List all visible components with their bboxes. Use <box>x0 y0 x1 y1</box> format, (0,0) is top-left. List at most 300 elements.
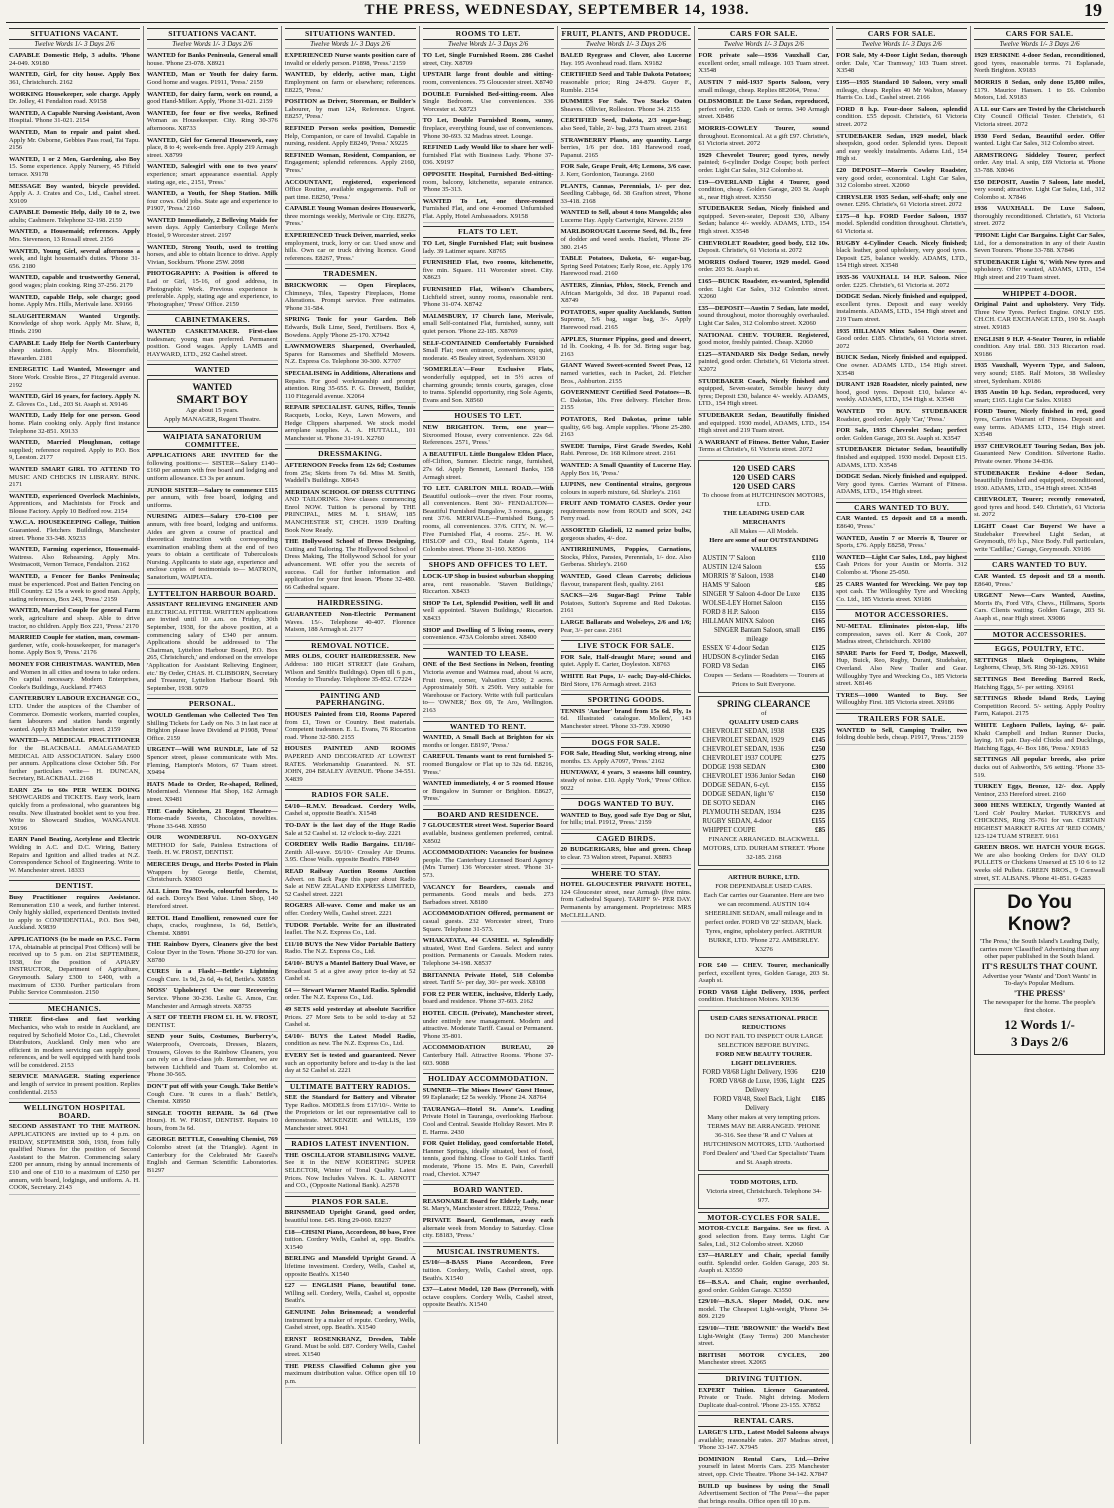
car-name: FORD V8/68 Light Delivery, 1936 <box>702 1068 797 1077</box>
car-name: WOLSE-LEY Hornet Saloon <box>702 599 782 608</box>
classified-ad: £165—BUICK Roadster, ex-wanted, Splendid order. Light Car Sales, 312 Colombo street. X2060 <box>698 277 829 304</box>
car-price: £135 <box>812 590 826 599</box>
classified-ad: WANTED, Married Ploughman, cottage supplied; reference required. Apply to P.O. Box 9, Leeston. 2177 <box>9 438 140 465</box>
section-heading: MUSICAL INSTRUMENTS. <box>423 1246 554 1258</box>
price-row <box>702 1095 825 1113</box>
classified-ad: BRICKWORK — Open Fireplaces, Chimneys, Tiles, Tapestry Fireplaces, Home Alterations. Prompt service. Free estimates. 'Phone 31-584. <box>285 281 416 315</box>
section-heading: HOLIDAY ACCOMMODATION. <box>423 1073 554 1085</box>
car-name: DODGE SEDAN, 6-cyl. <box>702 781 769 790</box>
section-heading: MECHANICS. <box>9 1003 140 1015</box>
ad-line: Each Car carries our Guarantee. Here are two we can recommend. AUSTIN 10/4 SHEERLINE SEDAN, small mileage and in perfect order. FORD V8 '22' SEDAN, black. Tyres, engine, upholstery perfect. ARTHUR BURKE, LTD. 'Phone 272. AMBERLEY. X3276 <box>702 891 825 954</box>
classified-ad: SERVICE MANAGER. Stating experience and length of service in present position. Replies confidential. 2153 <box>9 1072 140 1099</box>
rate-line: Twelve Words 1/- 3 Days 2/6 <box>698 41 829 50</box>
section <box>698 1373 829 1412</box>
classified-ad: GUARANTEED Non-Electric Permanent Waves. 15/-. Telephone 40-407. Florence Maison, 188 Armagh st. 2177 <box>285 610 416 637</box>
section-heading: HOUSES TO LET. <box>423 410 554 422</box>
section-heading: MOTOR-CYCLES FOR SALE. <box>698 1212 829 1224</box>
classified-ad: CANTERBURY LABOUR EXCHANGE CO., LTD. Under the auspices of the Chamber of Commerce. Domestic workers, married couples, farm labourers and station hands urgently wanted. Apply 83 Manchester street. 2159 <box>9 694 140 736</box>
classified-ad: 1935 Austin 10 h.p. Sedan, reproduced, very smart; £165. Light Car Sales. X9183 <box>974 388 1105 407</box>
classified-ad: £18—CHSINI Piano, Accordeon, 80 bass, Free tuition. Cordery Wells, Cashel st, opp. Beath's. X1540 <box>285 1228 416 1255</box>
car-name: FORD V8/48, Steel Back, Light Delivery <box>702 1095 811 1113</box>
section-heading: MOTOR ACCESSORIES. <box>836 609 967 621</box>
classified-ad: APPLICATIONS ARE INVITED for the following positions:— SISTER—Salary £140–£160 per annum with free board and lodging and uniform allowance. £3 3s per annum. <box>147 451 278 485</box>
car-price: £165 <box>812 799 826 808</box>
classified-ad: 1935-36 VAUXHALL 14 H.P. Saloon. Nice order. £225. Christie's, 61 Victoria st. 2072 <box>836 273 967 292</box>
section <box>423 410 554 556</box>
classified-ad: CAR Wanted. £5 deposit and £8 a month. E8640, 'Press.' <box>836 514 967 533</box>
section-heading: WHERE TO STAY. <box>561 868 692 880</box>
classified-ad: SPECIALISING in Additions, Alterations and Repairs. For good workmanship and prompt attention. Ring 35-655. F. G. Drewett, Builder, 110 Fitzgerald avenue. X2064 <box>285 369 416 403</box>
section <box>423 648 554 718</box>
section <box>9 880 140 999</box>
classified-ad: FORD 8 h.p. Four-door Saloon, splendid condition. £55 deposit. Christie's, 61 Victoria street. 2072 <box>836 105 967 132</box>
classified-ad: POTATOES, super quality Aucklands, Sutton Supreme, 5/6 bag, sugar bag, 3/-. Apply Harewood road. 2165 <box>561 308 692 335</box>
section <box>285 597 416 636</box>
classified-ad: WANTED—Light Car Sales, Ltd., pay highest Cash Prices for your Austin or Morris. 312 Colombo st. 'Phone 25-050. <box>836 553 967 580</box>
classified-ad: STUDEBAKER Sedan, Beautifully finished and equipped. 1930 model, ADAMS, LTD., 154 High street and 219 Tuam street. <box>698 411 829 438</box>
car-price: £165 <box>812 662 826 671</box>
car-price: £150 <box>812 790 826 799</box>
classified-ad: NEW BRIGHTON. Term, one year—Sixroomed House, every convenience. 22s 6d. References. 2571, 'Press.' <box>423 423 554 450</box>
classified-ad: 1929 Chevrolet Tourer; good tyres, newly painted; 6-cylinder Dodge Coupe; both perfect order. Light Car Sales, 312 Colombo st. <box>698 151 829 178</box>
section <box>974 559 1105 625</box>
classified-ad: 1937 CHEVROLET Touring Sedan, Box job. Guaranteed New Condition. Silvertone Radio. Private owner. 'Phone 34-836. <box>974 442 1105 469</box>
classified-column <box>282 26 420 1444</box>
rate-line: Twelve Words 1/- 3 Days 2/6 <box>285 41 416 50</box>
car-name: FORD V8/68 de Luxe, 1936, Light Delivery <box>702 1077 811 1095</box>
classified-ad: STUDEBAKER Sedan, Nicely finished and equipped. Seven-seater, Deposit £30, Albany Sedan; balance 4/- weekly. ADAMS, LTD., 154 High street. X3548 <box>698 204 829 238</box>
section-heading: FRUIT, PLANTS, AND PRODUCE. <box>561 28 692 40</box>
promo-text: IT'S RESULTS THAT COUNT. <box>978 963 1101 971</box>
car-price: £110 <box>812 554 825 563</box>
classified-ad: BUICK Sedan, Nicely finished and equipped. One owner. ADAMS LTD., 154 High street. X3548 <box>836 353 967 380</box>
classified-ad: ASSORTED Gladioli, 12 named prize bulbs, gorgeous shades, 4/- doz. <box>561 526 692 545</box>
classified-ad: CAPABLE Young Woman desires Housework, three mornings weekly, Merivale or City. E8276, 'Press.' <box>285 204 416 231</box>
classified-ad: CHRYSLER 1935 Sedan, self-shaft; only one owner. £295. Christie's, 61 Victoria street. 2072 <box>836 193 967 212</box>
price-row <box>702 727 825 736</box>
classified-ad: LOCK-UP Shop in busiest suburban shopping area, rent reasonable. 'Staven Buildings,' Riccarton. X8433 <box>423 572 554 599</box>
promo-rate: 3 Days 2/6 <box>978 1034 1101 1049</box>
classified-ad: URGENT—Will WM RUNDLE, late of 52 Spencer street, please communicate with Mrs. Fleming, Hampton's Motors, 67 Tuam street. X9494 <box>147 745 278 779</box>
classified-ad: BUILD up business by using the Small Advertisement Section of 'The Press'—the paper that brings results. Office open till 10 p.m. <box>698 1482 829 1508</box>
price-row <box>702 599 825 608</box>
car-price: £165 <box>812 653 826 662</box>
classified-column <box>971 26 1108 1444</box>
section <box>285 1196 416 1388</box>
classified-ad: THE OSCILLATOR STABILISING VALVE. See it in the NEW KOERTING SUPER SELECTOR, Winter of Tonal Quality. Latest Prices. Now Includes Valves. K. L. ARNOTT and CO., (Opposite National Bank). A2578 <box>285 1151 416 1193</box>
classified-ad: OLDSMOBILE De Luxe Sedan, reproduced, perfect order, £320. Cash or terms. 340 Armagh street. X8486 <box>698 97 829 124</box>
section-heading: CABINETMAKERS. <box>147 314 278 326</box>
classified-ad: WANTED, Girl for General Housework, easy place, 8 to 4; week-ends free. Apply 219 Armagh street. X8799 <box>147 136 278 163</box>
classified-ad: MORRIS-COWLEY Tourer, sound throughout. Economical. At a gift £97. Christie's, 61 Victoria street. 2072 <box>698 124 829 151</box>
ad-line: Coupes — Sedans — Roadsters — Tourers at Prices to Suit Everyone. <box>702 671 825 689</box>
classified-ad: Busy Practitioner requires Assistance. Remuneration £10 a week, and further interest. Only highly skilled, experienced Dentists invited to apply to CONFIDENTIAL, P.O. Box 940, Auckland. X9839 <box>9 893 140 935</box>
classified-ad: 1930 Ford Sedan, Beautiful order. Offer wanted. Light Car Sales, 312 Colombo street. <box>974 132 1105 151</box>
car-price: £145 <box>812 736 826 745</box>
classified-ad: DURANT 1928 Roadster, nicely painted, new hood, good tyres. Deposit £10, balance 4/- weekly. ADAMS, LTD., 154 High st. X3548 <box>836 380 967 407</box>
car-price: £250 <box>812 745 826 754</box>
classified-ad: EVERY Set is tested and guaranteed. Never such an opportunity before and to-day is the last day at 52 Cashel st. 2221 <box>285 1051 416 1078</box>
classified-ad: SETTINGS All popular breeds, also prize ducks out of Ashworth's, 5/6 setting. 'Phone 33-519. <box>974 755 1105 782</box>
section-heading: DOGS WANTED TO BUY. <box>561 798 692 810</box>
section-heading: EGGS, POULTRY, ETC. <box>974 643 1105 655</box>
classified-ad: FOR Sale, 1935 Chevrolet Sedan; perfect order. Golden Garage, 203 St. Asaph st. X3547 <box>836 426 967 445</box>
car-name: ESSEX '6' 4-door Sedan <box>702 644 768 653</box>
ad-line: WANTED <box>151 383 274 392</box>
classified-ad: £4 — Stewart Warner Mantel Radio. Splendid order. The N.Z. Express Co., Ltd. <box>285 986 416 1005</box>
ad-line: QUALITY USED CARS <box>702 718 825 727</box>
classified-ad: WANTED to Buy, good safe Eye Dog or Slut, for hills; trial. P1912, 'Press.' 2159 <box>561 811 692 830</box>
classified-ad: CERTIFIED Seed, Dakota, 2/3 sugar-bag; also Seed, Table, 2/- bag, 273 Tuam street. 2161 <box>561 116 692 135</box>
classified-ad: APPLICATIONS (to be made on P.S.C. Form 17A, obtainable at principal Post Offices) will be received up to 5 p.m. on 21st SEPTEMBER, 1938, for the position of APIARY INSTRUCTOR, Department of Agriculture, Greymouth. Salary £300 to £400, with a maximum of £330. Further particulars from Public Service Commission. 2150 <box>9 935 140 1000</box>
section-heading: DOGS FOR SALE. <box>561 737 692 749</box>
classified-ad: WANTED, for dairy farm, work on round, a good Hand-Milker. Apply, 'Phone 31-021. 2159 <box>147 90 278 109</box>
ad-line: ARTHUR BURKE, LTD. <box>702 873 825 882</box>
classified-ad: FURNISHED Flat, Wilson's Chambers, Lichfield street, sunny rooms, reasonable rent. 'Phone 31-074. X8742 <box>423 285 554 312</box>
classified-ad: Original Paint and upholstery. Very Tidy. Three New Tyres. Perfect Engine. ONLY £95. CH.CH. CAR EXCHANGE LTD., 190 St. Asaph street. X9183 <box>974 300 1105 334</box>
section <box>285 448 416 594</box>
classified-ad: EXPERT Tuition. Licence Guaranteed. Private or Trade. Night driving. Modern Duplicate dual-control. 'Phone 23-155. X7852 <box>698 1386 829 1413</box>
car-price: £155 <box>812 608 826 617</box>
classified-ad: EXPERIENCED Truck Driver, married, seeks employment, truck, lorry or car. Used snow and hills. Own car or truck driving licence. Good references. E8267, 'Press.' <box>285 231 416 265</box>
classified-ad: ACCOMMODATION Offered, permanent or casual guests. 232 Worcester street, Truro Square. Telephone 31-573. <box>423 909 554 936</box>
classified-ad: 25 CARS Wanted for Wrecking. We pay top spot cash. The Willoughby Tyre and Wrecking Co. Ltd., 185 Victoria street. X9186 <box>836 580 967 607</box>
section <box>423 1073 554 1181</box>
rate-line: Twelve Words 1/- 3 Days 2/6 <box>836 41 967 50</box>
section-heading: CARS FOR SALE. <box>974 28 1105 40</box>
section-heading: CAGED BIRDS. <box>561 833 692 845</box>
section-heading: RADIOS LATEST INVENTION. <box>285 1138 416 1150</box>
section <box>423 809 554 1070</box>
classified-ad: AFTERNOON Frocks from 12s 6d; Costumes from 25s; Skirts from 7s 6d. Miss M. Smith, Waddell's Buildings. X8643 <box>285 461 416 488</box>
ad-line: USED CARS SENSATIONAL PRICE REDUCTIONS <box>702 1014 825 1032</box>
promo-heading: Do You Know? <box>978 892 1101 936</box>
classified-ad: FORD Tourer, Nicely finished in red, good tyres, Carries Warrant of Fitness. Deposit and easy terms. ADAMS LTD., 154 High street. X3548 <box>974 407 1105 441</box>
price-row <box>702 617 825 626</box>
classified-ad: HOUSES PAINTED AND ROOMS PAPERED AND DECORATED AT LOWEST RATES. Workmanship Guaranteed. N. ST. JOHN, 204 BEALEY AVENUE. 'Phone 34-551. X4839 <box>285 744 416 786</box>
section-heading: TRADESMEN. <box>285 268 416 280</box>
classified-ad: 3000 HENS WEEKLY, Urgently Wanted at 'Lord Cob' Poultry Market. TURKEYS and CHICKENS, Ring 35-761 for van. CERTAIN HIGHEST MARKET RATES AT 'RED COMB,' 123-124 TUAM STREET. 9161 <box>974 801 1105 843</box>
section <box>974 643 1105 885</box>
classified-ad: 20 BUDGERIGARS, blue and green. Cheap to clear. 73 Walton street, Papanui. X8893 <box>561 845 692 864</box>
classified-ad: CAR Wanted. £5 deposit and £8 a month. E8640, 'Press.' <box>974 572 1105 591</box>
rate-line: Twelve Words 1/- 3 Days 2/6 <box>147 41 278 50</box>
classified-ad: BRITANNIA Private Hotel, 518 Colombo street. Tariff 5/- per day, 30/- per week. X8108 <box>423 971 554 990</box>
classified-ad: £6—B.S.A. and Chair, engine overhauled, good order. Golden Garage. X3550 <box>698 1278 829 1297</box>
section-heading: CARS WANTED TO BUY. <box>974 559 1105 571</box>
car-name: DODGE 1938 SEDAN <box>702 763 765 772</box>
car-name: AUSTIN 12/4 Saloon <box>702 563 761 572</box>
classified-ad: SHOP To Let, Splendid Position, well lit and well appointed. 'Staven Buildings,' Riccarton. X8433 <box>423 599 554 626</box>
masthead-rule <box>6 22 1108 23</box>
promo-text: Advertise your 'Wants' and 'Don't Wants' in To-day's Popular Medium. <box>978 973 1101 988</box>
section-heading: SITUATIONS VACANT. <box>147 28 278 40</box>
section <box>698 1415 829 1508</box>
classified-ad: STUDEBAKER Light '6,' With New tyres and upholstery. Offer wanted, ADAMS, LTD., 154 High street and 219 Tuam street. <box>974 258 1105 285</box>
classified-ad: WANTED, Lady Help for one person. Good home. Plain cooking only. Apply first instance Telephone 32-851. X9133 <box>9 411 140 438</box>
classified-column <box>420 26 558 1444</box>
car-price: £185 <box>812 1095 826 1113</box>
classified-ad: MALMSBURY, 17 Church lane, Merivale, small Self-contained Flat, furnished, sunny, suit quiet person. 'Phone 22-185. X8769 <box>423 312 554 339</box>
car-name: MORRIS '8' Saloon, 1938 <box>702 572 773 581</box>
price-row <box>702 745 825 754</box>
classified-ad: FOR Quiet Holiday, good comfortable Hotel, Hanmer Springs, ideally situated, best of food, tennis, good fishing. Close to Golf Links. Tariff moderate, 'Phone 15. Mrs E. Pain, Caverhill road, Cheviot. X7947 <box>423 1139 554 1181</box>
classified-ad: BRITISH MOTOR CYCLES, 200 Manchester street. X2065 <box>698 1351 829 1370</box>
ad-line: 120 USED CARS <box>702 482 825 491</box>
classified-ad: 1935 Vauxhall, Wyvern Type, and Saloon, very sound; £185. Ralf Motors, 38 Wellesley street, Sydenham. X9186 <box>974 361 1105 388</box>
classified-ad: FORD V8/68 Light Delivery, 1936, perfect condition. Hutchinson Motors. X9136 <box>698 988 829 1007</box>
do-you-know-ad <box>974 888 1105 1054</box>
section <box>423 1246 554 1312</box>
classified-ad: TO Let, Single Furnished Room. 286 Cashel street, City. X8709 <box>423 51 554 70</box>
classified-ad: DOUBLE Furnished Bed-sitting-room. Also Single Bedroom. Use conveniences. 336 Worcester st. X8723 <box>423 90 554 117</box>
classified-ad: MORRIS 8 Sedan, only done 15,800 miles, £179. Maurice Hansen. 1 to £6. Colombo Motors, Ltd. X9183 <box>974 78 1105 105</box>
classified-ad: GIANT Waved Sweet-scented Sweet Peas, 12 named varieties, each in Packet, 2d. Fletcher Bros., Ashburton. 2155 <box>561 361 692 388</box>
classified-ad: 'SOMERLEA'—Four Exclusive Flats, wonderfully equipped, set in 5½ acres of charming grounds; tennis courts, garages, close to trams. Splendid opportunity, ring Sole Agents, Evans and Son. X8560 <box>423 365 554 407</box>
classified-ad: DON'T put off with your Cough. Take Bettle's Cough Cure. 'It cures in a flash.' Bettle's, Chemist. X8950 <box>147 1082 278 1109</box>
classified-ad: ASTERS, Zinnias, Phlox, Stock, French and African Marigolds, 3d doz. 18 Papanui road. X8749 <box>561 281 692 308</box>
classified-ad: FURNISHED Flat, two rooms, kitchenette, five min. Square. 111 Worcester street. City. X8623 <box>423 258 554 285</box>
price-row <box>702 608 825 617</box>
classified-ad: WHAKATATA, 44 CASHEL st. Splendidly situated, West End Gardens. Select and sunny position. Permanents or Casuals. Modern rates. Telephone 34-198. X8537 <box>423 936 554 970</box>
classified-ad: MORRIS Oxford Tourer, 1929 model. Good order. 203 St. Asaph st. <box>698 258 829 277</box>
car-name: RUGBY SEDAN, 4-door <box>702 817 771 826</box>
section-heading: BOARD WANTED. <box>423 1184 554 1196</box>
section-heading: DRESSMAKING. <box>285 448 416 460</box>
section <box>698 1212 829 1370</box>
classified-ad: URGENT News—Cars Wanted, Austins, Morris 8's, Ford V8's, Chevs., Hillmans, Sports Cars. Clients waiting. Golden Garage, 203 St. Asaph st., near High street. X9086 <box>974 591 1105 625</box>
classified-column <box>6 26 144 1444</box>
section <box>698 28 829 457</box>
classified-ad: GEORGE BETTLE, Consulting Chemist, 769 Colombo street (at the Triangle). Agent in Canterbury for the Celebrated Mr Gasrel's English and German Scientific Laboratories. B1297 <box>147 1135 278 1177</box>
section <box>9 1003 140 1100</box>
section-heading: ULTIMATE BATTERY RADIOS. <box>285 1081 416 1093</box>
car-name: CHEVROLET 1936 Junior Sedan <box>702 772 795 781</box>
classified-ad: OPPOSITE Hospital, Furnished Bed-sitting-room, balcony, kitchenette, separate entrance. 'Phone 35-313. <box>423 170 554 197</box>
classified-ad: SHOP and Dwelling of 5 living rooms, every convenience. 473A Colombo street. X8400 <box>423 626 554 645</box>
ad-line: All Makes — All Models. <box>702 527 825 536</box>
section <box>9 28 140 877</box>
classified-ad: DODGE Sedan. Nicely finished and equipped, excellent tyres. Deposit and easy weekly instalments. ADAMS, LTD., 154 High street and 219 Tuam street. <box>836 292 967 326</box>
classified-ad: WANTED, capable Help, sole charge; good home. Apply Mrs. Hills, Merivale lane. X9166 <box>9 293 140 312</box>
ad-line: DO NOT FAIL TO INSPECT OUR LARGE SELECTION BEFORE BUYING. <box>702 1032 825 1050</box>
classified-ad: MOTOR-CYCLE Bargains. See us first. A good selection from. Easy terms. Light Car Sales, Ltd., 312 Colombo street. X2060 <box>698 1224 829 1251</box>
classified-ad: NATIONAL CHEV. TOURER. Registered, good motor, freshly painted. Cheap. X2060 <box>698 331 829 350</box>
classified-ad: DUMMIES For Sale. Two Stacks Oaten Sheaves. Ollivier, Rolleston. 'Phone 34. 2155 <box>561 97 692 116</box>
section <box>285 789 416 1077</box>
classified-ad: ACCOMMODATION: Vacancies for business people. The Canterbury Licensed Board Agency (Mrs Turner) 136 Worcester street. 'Phone 31-573. <box>423 848 554 882</box>
ad-line: THE LEADING USED CAR MERCHANTS <box>702 509 825 527</box>
classified-ad: £50 DEPOSIT, Austin 7 Saloon, late model, very sound; attractive. Light Car Sales, Ltd., 312 Colombo st. X7846 <box>974 178 1105 205</box>
car-name: FORD V8 Sedan <box>702 662 748 671</box>
ad-line: FORD NEW BEAUTY TOURER. <box>702 1050 825 1059</box>
classified-ad: ACCOUNTANT, registered, experienced Office Routine, available engagements. Full or part time. E8250, 'Press.' <box>285 178 416 205</box>
price-row <box>702 754 825 763</box>
section <box>423 559 554 644</box>
car-name: CHEVROLET SEDAN, 1929 <box>702 736 784 745</box>
classified-ad: WANTED, Austin 7 or Morris 8, Tourer or Sports, £76. Apply E8258, 'Press.' <box>836 534 967 553</box>
section <box>561 694 692 733</box>
ad-line: 120 USED CARS <box>702 473 825 482</box>
car-price: £55 <box>815 563 825 572</box>
car-price: £140 <box>812 572 826 581</box>
classified-ad: EARN 25s to 60s PER WEEK DOING SHOWCARDS and TICKETS. Easy work, learn quickly from a professional, who guarantees big results. New illustrated booklet sent to you free. Write to Showcard Studios, WANGANUI. X9196 <box>9 786 140 836</box>
classified-ad: WANTED, Strong Youth, used to trotting horses, and able to obtain licence to drive. Apply Vivian, Sockburn. 'Phone 25W. 2098 <box>147 243 278 270</box>
classified-ad: PLANTS, Cannas, Perennials, 1/- per doz. Seedling Cabbage, 6d. 38 Grafton street, 'Phone 33-418. 2168 <box>561 182 692 209</box>
car-name: DE SOTO SEDAN <box>702 799 755 808</box>
classified-ad: WHITE Rat Pups, 1/- each; Day-old-Chicks. Bird Store, 176 Armagh street. 2163 <box>561 672 692 691</box>
classified-ad: SEND your Suits, Costumes, Burberry's, Waterproofs, Overcoats, Dresses, Blazers, Trousers, Gloves to the Rainbow Cleaners, you can rely on a first-class job. Remember, we are between Lichfield and Tuam st. Colombo st. 'Phone 30-565. <box>147 1032 278 1082</box>
classified-ad: FOR Sale, Half-draught Mare; sound and quiet. Apply E. Carter, Doyleston. X8763 <box>561 653 692 672</box>
classified-ad: WANTED immediately, 4 or 5 roomed House or Bungalow in Sumner or Brighton. E8627, 'Press.' <box>423 779 554 806</box>
section-heading: REMOVAL NOTICE. <box>285 640 416 652</box>
classified-ad: WHITE Leghorn Pullets, laying, 6/- pair. Khaki Campbell and Indian Runner Ducks, laying. 1/6 pair. Day-old Chicks and Ducklings, Hatching Eggs, 4/- Box 186, 'Press.' X9183 <box>974 721 1105 755</box>
classified-ad: £4/10—R.M.V. Broadcast. Cordery Wells, Cashel st, opposite Beath's. X1548 <box>285 802 416 821</box>
car-price: £275 <box>812 754 826 763</box>
classified-ad: £27 — ENGLISH Piano, beautiful tone. Willing sell. Cordery, Wells, Cashel st, opposite Beath's. <box>285 1281 416 1308</box>
promo-text: 'THE PRESS' <box>978 990 1101 998</box>
classified-ad: CHEVROLET, Tourer; recently renovated, good tyres and hood. £49. Christie's, 61 Victoria st. 2072 <box>974 495 1105 522</box>
section-heading: PIANOS FOR SALE. <box>285 1196 416 1208</box>
classified-ad: 49 SETS sold yesterday at absolute Sacrifice Prices. 27 More Sets to be sold to-day at 52 Cashel st. <box>285 1005 416 1032</box>
classified-ad: £29/10/—THE 'BROWNIE' the World's Best Light-Weight (Easy Terms) 200 Manchester street. <box>698 1324 829 1351</box>
classified-ad: TENNIS 'Anchor' brand from 15s 6d. Fly, 1s 6d. Illustrated catalogue. Mollers', 143 Manchester street. 'Phone 33-739. X9090 <box>561 707 692 734</box>
price-row <box>702 1068 825 1077</box>
section-heading: PERSONAL. <box>147 698 278 710</box>
classified-ad: MERIDIAN SCHOOL OF DRESS CUTTING AND TAILORING. New classes commencing Enrol NOW. Tuition is personal by THE PRINCIPAL, MRS M. I. SHAW, 185 MANCHESTER ST, CHCH. 1939 Drafting Book Now Ready. <box>285 488 416 538</box>
classified-ad: THE Candy Kitchen, 21 Regent Theatre—Home-made Sweets, Chocolates, novelties. 'Phone 33-648. X8950 <box>147 807 278 834</box>
classified-ad: SELF-CONTAINED Comfortably Furnished Small Flat; own entrance, conveniences; quiet, moderate. 45 Bealey street, Sydenham. X9130 <box>423 339 554 366</box>
classified-ad: CURES in a Flash!—Bettle's Lightning Cough Cure. 1s 9d, 2s 6d, 4s 6d, Bettle's. X8855 <box>147 967 278 986</box>
classified-ad: TO LET. CARLTON MILL ROAD.—With Beautiful outlook—over the river. Four rooms, all conveniences. Rent 30/- FENDALTON—Beautiful Furnished Bungalow, 3 rooms, garage; rent 37/6. MERIVALE—Furnished Bung., 5 rooms, all conveniences. 37/6. CITY, N. W.—Five Furnished Flat, 4 rooms. 25/-. H. W. HISLOP and CO., Real Estate Agents, 114 Colombo street. 'Phone 31-160. X8506 <box>423 484 554 556</box>
classified-ad: POTATOES, Red Dakotas, prime table quality, 6/6 bag. Ample supplies. 'Phone 25-280. 2163 <box>561 415 692 442</box>
ad-line: Victoria street, Christchurch. Telephone 34-977. <box>702 1187 825 1205</box>
classified-ad: TO Let, Single Furnished Flat; suit business lady. 39 Latimer square. X8765 <box>423 239 554 258</box>
section-heading: TRAILERS FOR SALE. <box>836 713 967 725</box>
price-row <box>702 736 825 745</box>
car-name: CHEVROLET SEDAN, 1938 <box>702 727 784 736</box>
section-heading: PAINTING AND PAPERHANGING. <box>285 690 416 709</box>
section <box>974 629 1105 641</box>
classified-ad: HOUSES Painted from £10, Rooms Papered from £1, Town or Country. Best materials. Competent tradesmen. E. L. Evans, 76 Riccarton road. 'Phone 32-580. 2155 <box>285 710 416 744</box>
classified-ad: WANTED, 1 or 2 Men, Gardening, also Boy 15. Some experience. Apply Nursery, 45 Fifield terrace. X9178 <box>9 155 140 182</box>
classified-ad: OUR WONDERFUL NO-OXYGEN METHOD for Safe, Painless Extractions of Teeth. H. W. FROST, DENTIST. <box>147 833 278 860</box>
section-heading: SITUATIONS VACANT. <box>9 28 140 40</box>
page-number: 19 <box>1084 0 1102 21</box>
promo-text: 'The Press,' the South Island's Leading Daily, carries more 'Classified' Advertising than any other paper published in the South Island. <box>978 938 1101 961</box>
classified-ad: READ Railway Auction Rooms Auction Advert. on Back Page this paper about Radio Sale at NEW ZEALAND EXPRESS LIMITED, 52 Cashel street. 2221 <box>285 867 416 901</box>
section-heading: SITUATIONS WANTED. <box>285 28 416 40</box>
classified-ad: THREE first-class and fast working Mechanics, who wish to reside in Auckland, are required by Schofield Motor Co., Ltd., Chevrolet Distributors, Auckland. Only men who are efficient in modern servicing can supply good references, and be well equipped with hand tools will be considered. 2153 <box>9 1015 140 1072</box>
price-row <box>702 799 825 808</box>
classified-ad: WANTED, Girl, for city house. Apply Box 361, Christchurch. 2162 <box>9 70 140 89</box>
rate-line: Twelve Words 1/- 3 Days 2/6 <box>423 41 554 50</box>
classified-ad: 'PHONE Light Car Bargains. Light Car Sales, Ltd., for a demonstration in any of their Austin Seven Tourers. 'Phone 33-788. X7846 <box>974 231 1105 258</box>
classified-ad: 7 GLOUCESTER street West. Superior Board available, business gentlemen preferred, central. X8502 <box>423 821 554 848</box>
car-price: £155 <box>812 817 826 826</box>
classified-ad: WANTED SMART GIRL TO ATTEND TO MUSIC AND CHECKS IN LIBRARY. BINK. 2171 <box>9 465 140 492</box>
section <box>147 698 278 1177</box>
classified-ad: CAPABLE Domestic Help, daily 10 to 2, two adults; Cashmere. Telephone 32-198. 2159 <box>9 208 140 227</box>
car-price: £85 <box>815 826 825 835</box>
car-price: £125 <box>812 644 826 653</box>
masthead <box>0 0 1114 22</box>
ad-line: Many other makes at very tempting prices. TERMS MAY BE ARRANGED. 'PHONE 36-316. See these 'R and C' Values at HUTCHINSON MOTORS, LTD. 'Authorised Ford Dealers' and 'Used Car Specialists' Tuam and St. Asaph streets. <box>702 1113 825 1167</box>
classified-ad: £35—DEPOSIT—Austin 7 Sedan, late model, sound throughout, motor thoroughly overhauled. Light Car Sales, 312 Colombo street. X2060 <box>698 304 829 331</box>
classified-ad: WANTED, Man to repair and paint shed. Apply Mr. Osborne, Gebbies Pass road, Tai Tapu. 2156 <box>9 128 140 155</box>
section <box>561 737 692 796</box>
classified-ad: £37—HARLEY and Chair, special family outfit. Splendid order. Golden Garage, 203 St. Asaph st. X3550 <box>698 1251 829 1278</box>
classified-ad: £5/10/—8-BASS Piano Accordeon, Free tuition. Cordery, Wells, Cashel street, opp. Beath's. X1540 <box>423 1258 554 1285</box>
classified-ad: WANTED, Farming experience, Housemaid-Waitress. Also Rehearsing. Apply Mrs. Westmacott, Vernon Terrace, Fendalton. 2162 <box>9 545 140 572</box>
section-heading: RADIOS FOR SALE. <box>285 789 416 801</box>
sensational-ad <box>698 1010 829 1171</box>
classified-ad: FRUIT AND TOMATO CASES. Order your requirements now from ROUD and SON, 242 Ferry road. <box>561 499 692 526</box>
classified-ad: FOR Sale, Heading Slut, working strong, nine months. £3. Apply A7097, 'Press.' 2162 <box>561 749 692 768</box>
classified-ad: A BEAUTIFUL Little Bungalow Eldon Place, off-Clifton, Sumner. Electric range, furnished, 27s 6d. Apply Bennett, Leonard Banks, 158 Armagh street. <box>423 450 554 484</box>
section <box>285 690 416 787</box>
classified-ad: GOVERNMENT Certified Seed Potatoes—B. C. Dakotas, 10s. Free delivery. Fletcher Bros. 2155 <box>561 388 692 415</box>
car-price: £210 <box>812 1068 826 1077</box>
classified-ad: BRINSMEAD Upright Grand, good order, beautiful tone. £45. Ring 29-060. E8237 <box>285 1208 416 1227</box>
section <box>423 28 554 223</box>
classified-ad: 1935 HILLMAN Minx Saloon. One owner. Good order. £185. Christie's, 61 Victoria street. 2072 <box>836 327 967 354</box>
classified-ad: CAPABLE Domestic Help, 3 adults. 'Phone 24-049. X9180 <box>9 51 140 70</box>
classified-ad: GREEN BROS. WE HATCH YOUR EGGS. We are also booking Orders for DAY OLD PULLETS or Chickens Unsexed at £5 10 6 to 12 weeks old Pullets. GREEN BROS., 9 Cornwall street, ST. ALBANS. 'Phone 41-851. G4283 <box>974 843 1105 885</box>
classified-ad: WANTED, A Capable Nursing Assistant, Avon Hospital. 'Phone 31-021. 2154 <box>9 109 140 128</box>
classified-ad: HATS Made to Order, Re-shaped, Relined, Modernised. Viennese Hat Shop, 162 Armagh street. X9481 <box>147 780 278 807</box>
section-heading: FLATS TO LET. <box>423 226 554 238</box>
classified-ad: DOMINION Rental Cars, Ltd.—Drive yourself in latest Morris Cars. 235 Manchester street, opp. Civic Theatre. 'Phone 34-142. X7847 <box>698 1455 829 1482</box>
section-heading: WHIPPET 4-DOOR. <box>974 288 1105 300</box>
ad-line: of <box>702 709 825 718</box>
section <box>285 1138 416 1193</box>
section <box>974 288 1105 557</box>
classified-ad: WANTED, Man or Youth for dairy farm. Good home and wages. P1911, 'Press.' 2159 <box>147 70 278 89</box>
classified-ad: MARLBOROUGH Lucerne Seed, 8d. lb., free of dodder and weed seeds. Hazlett, 'Phone 26-380. 2145 <box>561 227 692 254</box>
section <box>423 1184 554 1243</box>
car-price: £85 <box>815 581 825 590</box>
section <box>423 721 554 806</box>
ad-line: Apply MANAGER, Regent Theatre. <box>151 415 274 424</box>
classified-ad: NU-METAL Eliminates piston-slap, lifts compression, saves oil. Kerr & Cook, 207 Madras street, Christchurch. X9180 <box>836 622 967 649</box>
car-price: £225 <box>812 1077 826 1095</box>
classified-ad: ENERGETIC Lad Wanted, Messenger and Store Work. Crosbie Bros., 27 Fitzgerald avenue. 2192 <box>9 365 140 392</box>
classified-ad: LARGE Ballarats and Wolseleys, 2/6 and 1/6; Pear, 3/- per case. 2161 <box>561 618 692 637</box>
ad-line: LIGHT DELIVERIES. <box>702 1059 825 1068</box>
classified-ad: WANTED to Sell, Camping Trailer, two folding double beds, cheap. P1917, 'Press.' 2159 <box>836 726 967 745</box>
section <box>147 314 278 361</box>
classified-ad: NURSING AIDES—Salary £70–£100 per annum, with free board, lodging and uniforms. Aides are given a course of practical and theoretical instruction with corresponding examination enabling them at the end of two years to obtain a certificate of Tuberculosis Nursing. Applicants to state age, experience and enclose copies of testimonials to— MATRON, Sanatorium, WAIPIATA. <box>147 512 278 584</box>
classified-ad: REFINED Person seeks position, Domestic Help, Companion, or care of Invalid. Capable in nursing, resident. Apply E8249, 'Press.' X9225 <box>285 124 416 151</box>
classified-ad: WANTED Immediately, 2 Belleving Maids for seven days. Apply Canterbury College Men's Hostel, 9 Worcester street. 2197 <box>147 216 278 243</box>
classified-ad: SEE the Standard for Battery and Vibrator Type Radios. MODELS from £17/10/-. Write to the Proprietors or let our representative call to demonstrate. MCKENZIE and WILLIS, 159 Manchester street. 9041 <box>285 1093 416 1135</box>
classified-ad: SPARE Parts for Ford T, Dodge, Maxwell, Hup, Buick, Reo, Rugby, Durant, Studebaker, Overland. Also New Trailer and Gear. Willoughby Tyre and Wrecking Co., 185 Victoria street. X8146 <box>836 649 967 691</box>
classified-ad: £4/10/- BUYS a Mantel Battery Dual Wave, or Broadcast 5 at a give away price to-day at 52 Cashel st. <box>285 959 416 986</box>
price-row <box>702 572 825 581</box>
section <box>561 640 692 691</box>
classified-ad: BALED Ryegrass and Clover, also Lucerne Hay. 195 Avonhead road. Ilam. X9182 <box>561 51 692 70</box>
ad-line: FOR DEPENDABLE USED CARS. <box>702 882 825 891</box>
car-name: FORD 8 H.P. Saloon <box>702 608 759 617</box>
classified-ad: WANTED CASKETMAKER. First-class tradesman; young man preferred. Permanent position. Good wages. Apply LAMB and HAYWARD, LTD., 292 Cashel street. <box>147 327 278 361</box>
section <box>561 28 692 637</box>
car-price: £195 <box>812 626 826 644</box>
price-row <box>702 826 825 835</box>
rate-line: Twelve Words 1/- 3 Days 2/6 <box>974 41 1105 50</box>
classified-ad: ALL Linen Tea Towels, colourful borders, 1s 6d each. Dorcy's Best Value. Linen Shop, 140 Hereford street. <box>147 887 278 914</box>
classified-ad: STRAWBERRY Plants, any quantity. Large berries, 1/6 per doz. 181 Harewood road, Papanui. 2165 <box>561 136 692 163</box>
